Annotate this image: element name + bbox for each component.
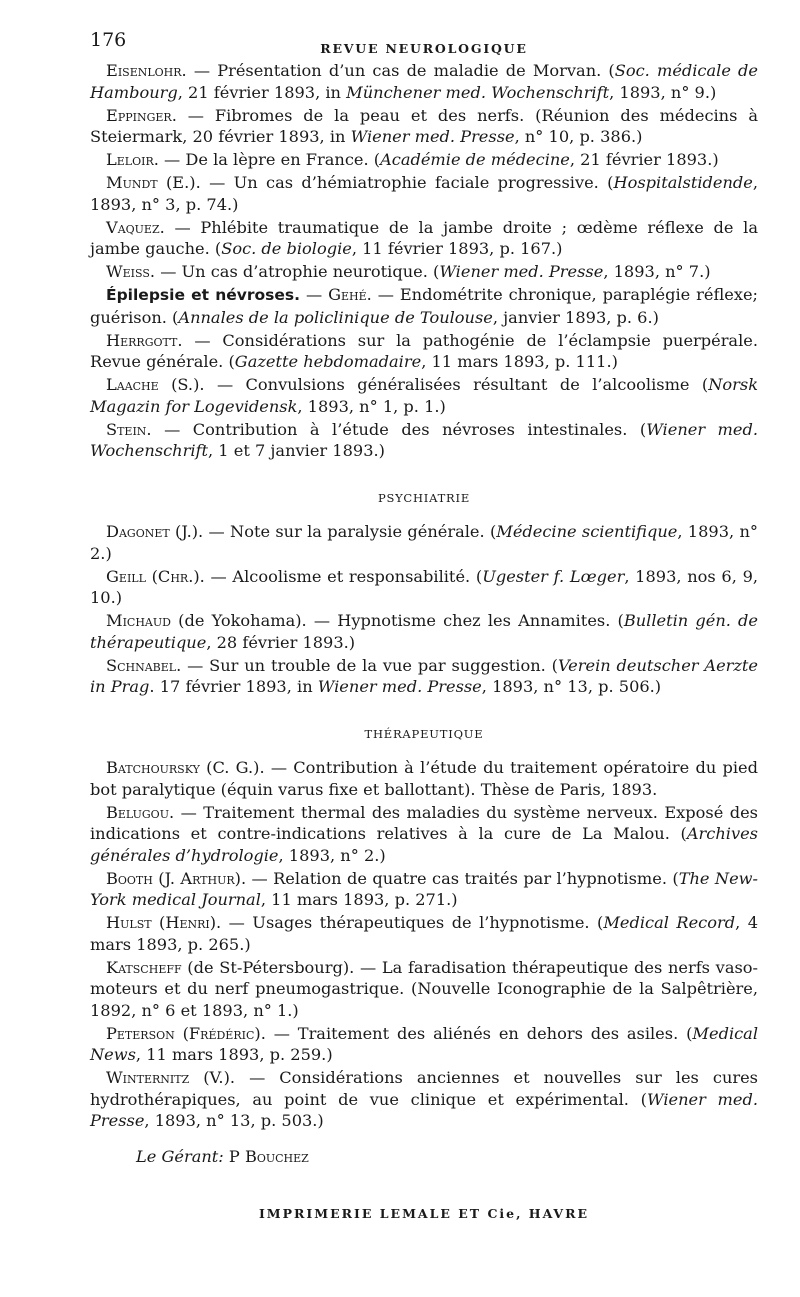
section-heading-psychiatrie: PSYCHIATRIE — [377, 490, 471, 505]
entry-text: — Usages thérapeutiques de l’hypnotisme. ( — [221, 913, 604, 932]
entry-author: Winternitz (V.). — [106, 1068, 236, 1087]
entry-author: Booth (J. Arthur). — [106, 868, 247, 888]
entry-details: , 11 mars 1893, p. 259.) — [135, 1045, 333, 1064]
entry-details: , 1 et 7 janvier 1893.) — [208, 441, 385, 460]
entry-details: , 28 février 1893.) — [206, 632, 356, 652]
entry-author: Hulst (Henri). — [106, 913, 222, 932]
bibliography-entry — [90, 1023, 758, 1066]
bibliography-entry — [90, 330, 758, 373]
entry-details: , 1893, n° 3, p. 74.) — [90, 173, 758, 214]
entry-author: Mundt (E.). — [106, 173, 201, 192]
entry-details: , 1893, n° 2.) — [278, 845, 386, 865]
entry-journal: Medical News — [90, 1023, 759, 1064]
bibliography-entry — [90, 172, 758, 215]
entry-journal: Wiener med. Presse — [317, 677, 482, 696]
bibliography-entry — [90, 521, 758, 564]
section-general — [90, 60, 758, 283]
entry-author: Leloir. — [106, 150, 159, 169]
entry-author: Vaquez. — [106, 217, 165, 237]
entry-author: Dagonet (J.). — [106, 522, 204, 541]
manager-signature — [136, 1146, 758, 1168]
entry-journal: Académie de médecine — [380, 150, 570, 169]
bibliography-entry — [90, 566, 758, 609]
entry-text: — Un cas d’hémiatrophie faciale progressive. ( — [200, 173, 614, 192]
entry-author: Geill (Chr.). — [106, 566, 205, 586]
entry-details: , 1893, nos 6, 9, 10.) — [90, 566, 759, 607]
entry-text: — Traitement des aliénés en dehors des asiles. ( — [265, 1023, 693, 1043]
entry-journal: Bulletin gén. de thérapeutique — [90, 611, 758, 652]
entry-journal: The New-York medical Journal — [90, 868, 758, 909]
entry-details: , 1893, n° 13, p. 506.) — [481, 677, 662, 696]
entry-author: Laache (S.). — [106, 375, 205, 394]
entry-text: (de St-Pétersbourg). — La faradisation thérapeutique des nerfs vaso-moteurs et du nerf pneumogastrique. (Nouvelle Iconographie de la Salpêtrière, 1892, n° 6 et 1893, n° 1.) — [90, 957, 758, 1020]
entry-journal: Wiener med. Presse — [90, 1089, 758, 1130]
entry-details: , 1893, n° 9.) — [609, 82, 717, 102]
entry-text: — De la lèpre en France. ( — [158, 150, 381, 169]
entry-details: , 1893, n° 13, p. 503.) — [144, 1111, 324, 1130]
entry-details: , 1893, n° 7.) — [603, 262, 711, 281]
entry-text: (de Yokohama). — Hypnotisme chez les Annamites. ( — [170, 611, 624, 630]
section-therapeutique — [90, 757, 758, 1132]
entry-author: Batchoursky — [106, 758, 200, 777]
entry-author: Schnabel. — [106, 655, 182, 675]
bibliography-entry — [90, 149, 758, 171]
entry-journal: Soc. médicale de Hambourg — [90, 61, 759, 102]
page — [90, 30, 758, 1225]
entry-journal: Archives générales d’hydrologie — [90, 824, 758, 865]
entry-journal: Wiener med. Presse — [350, 127, 515, 146]
entry-author: Eisenlohr. — [106, 61, 187, 80]
entry-details: , 11 février 1893, p. 167.) — [351, 239, 563, 258]
entry-journal: Médecine scientifique — [496, 522, 678, 541]
entry-author: Katscheff — [106, 957, 182, 977]
bibliography-entry — [90, 374, 758, 417]
entry-text: — Relation de quatre cas traités par l’hypnotisme. ( — [246, 868, 679, 888]
entry-details: , 1893, n° 2.) — [90, 522, 758, 563]
entry-details: , 21 février 1893, in — [177, 82, 347, 102]
bibliography-entry — [90, 757, 758, 800]
entry-text: — Présentation d’un cas de maladie de Morvan. ( — [186, 61, 615, 80]
entry-author: Eppinger. — [106, 105, 177, 125]
bibliography-entry — [90, 105, 758, 148]
entry-details: , 4 mars 1893, p. 265.) — [90, 913, 758, 954]
bibliography-entry — [90, 1067, 758, 1132]
entry-text: — Un cas d’atrophie neurotique. ( — [155, 262, 440, 281]
printer-imprint: IMPRIMERIE LEMALE ET Cie, HAVRE — [258, 1206, 590, 1221]
entry-text: — Phlébite traumatique de la jambe droite ; œdème réflexe de la jambe gauche. ( — [90, 217, 758, 258]
journal-title: REVUE NEUROLOGIQUE — [320, 41, 528, 56]
bibliography-entry — [90, 217, 758, 260]
section-heading-therapeutique: THÉRAPEUTIQUE — [364, 726, 484, 741]
entry-details: , 11 mars 1893, p. 271.) — [260, 890, 458, 909]
entry-author: Peterson (Frédéric). — [106, 1023, 266, 1043]
entry-text: — Note sur la paralysie générale. ( — [203, 522, 497, 541]
epilepsy-entry: Épilepsie et névroses. — Gehé. — Endométrite chronique, paraplégie réflexe; guérison. (Annales de la policlinique de Toulouse, janvier 1893, p. 6.) — [90, 285, 759, 327]
bibliography-entry — [90, 802, 758, 867]
entry-details: , n° 10, p. 386.) — [514, 127, 643, 146]
entry-journal: Gazette hebdomadaire — [234, 352, 422, 371]
entry-journal: Medical Record — [603, 913, 736, 932]
entry-journal: Verein deutscher Aerzte in Prag — [90, 655, 758, 696]
entry-text: — Considérations sur la pathogénie de l’éclampsie puerpérale. Revue générale. ( — [90, 330, 758, 371]
bibliography-entry — [90, 868, 758, 911]
entry-text: — Sur un trouble de la vue par suggestion. ( — [181, 655, 558, 675]
bibliography-entry — [90, 60, 758, 103]
entry-journal: Annales de la policlinique de Toulouse — [178, 307, 493, 327]
bibliography-entry — [90, 912, 758, 955]
entry-details: , 1893, n° 1, p. 1.) — [297, 396, 446, 416]
bibliography-entry — [90, 957, 758, 1022]
entry-journal: Wiener med. Presse — [439, 262, 604, 281]
entry-journal: Norsk Magazin for Logevidensk — [90, 375, 758, 416]
entry-author: Michaud — [106, 611, 171, 630]
entry-details: , 11 mars 1893, p. 111.) — [421, 352, 618, 371]
bibliography-entry — [90, 610, 758, 653]
entry-author: Herrgott. — [106, 330, 183, 350]
entry-journal: Münchener med. Wochenschrift — [346, 82, 610, 102]
entry-text: — Fibromes de la peau et des nerfs. (Réunion des médecins à Steiermark, 20 février 1893, in — [90, 105, 758, 146]
entry-text: — Considérations anciennes et nouvelles sur les cures hydrothérapiques, au point de vue clinique et expérimental. ( — [90, 1068, 758, 1109]
signature-label: Le Gérant: — [136, 1146, 224, 1166]
entry-author: Belugou. — [106, 802, 175, 822]
entry-text: (C. G.). — Contribution à l’étude du traitement opératoire du pied bot paralytique (équin varus fixe et ballottant). Thèse de Paris, 1893. — [90, 758, 758, 799]
entry-journal: Ugester f. Lœger — [482, 566, 625, 586]
entry-text: — Traitement thermal des maladies du système nerveux. Exposé des indications et contre-indications relatives à la cure de La Malou. ( — [90, 802, 758, 843]
bibliography-entry — [90, 261, 758, 283]
page-number: 176 — [90, 29, 127, 51]
section-psychiatrie — [90, 521, 758, 698]
entry-text: — Convulsions généralisées résultant de l’alcoolisme ( — [204, 375, 709, 394]
entry-journal: Soc. de biologie — [221, 239, 352, 258]
bibliography-entry — [90, 419, 758, 462]
entry-details: , janvier 1893, p. 6.) — [492, 307, 659, 327]
entry-journal: Hospitalstidende — [613, 173, 753, 192]
entry-author: Stein. — [106, 419, 152, 439]
entry-text: — Alcoolisme et responsabilité. ( — [204, 566, 483, 586]
entry-details: , 21 février 1893.) — [569, 150, 719, 169]
entry-author: Gehé. — [328, 285, 372, 304]
entry-journal: Wiener med. Wochenschrift — [90, 419, 758, 460]
entry-text: — Contribution à l’étude des névroses intestinales. ( — [151, 419, 647, 439]
entry-author: Weiss. — [106, 262, 156, 281]
running-head — [90, 30, 758, 60]
signature-name: P Bouchez — [228, 1146, 309, 1166]
entry-details: . 17 février 1893, in — [149, 677, 318, 696]
entry-text: — Endométrite chronique, paraplégie réflexe; guérison. ( — [90, 285, 759, 327]
topic-heading: Épilepsie et névroses. — [106, 286, 301, 304]
bibliography-entry — [90, 655, 758, 698]
section-neuroses — [90, 330, 758, 462]
